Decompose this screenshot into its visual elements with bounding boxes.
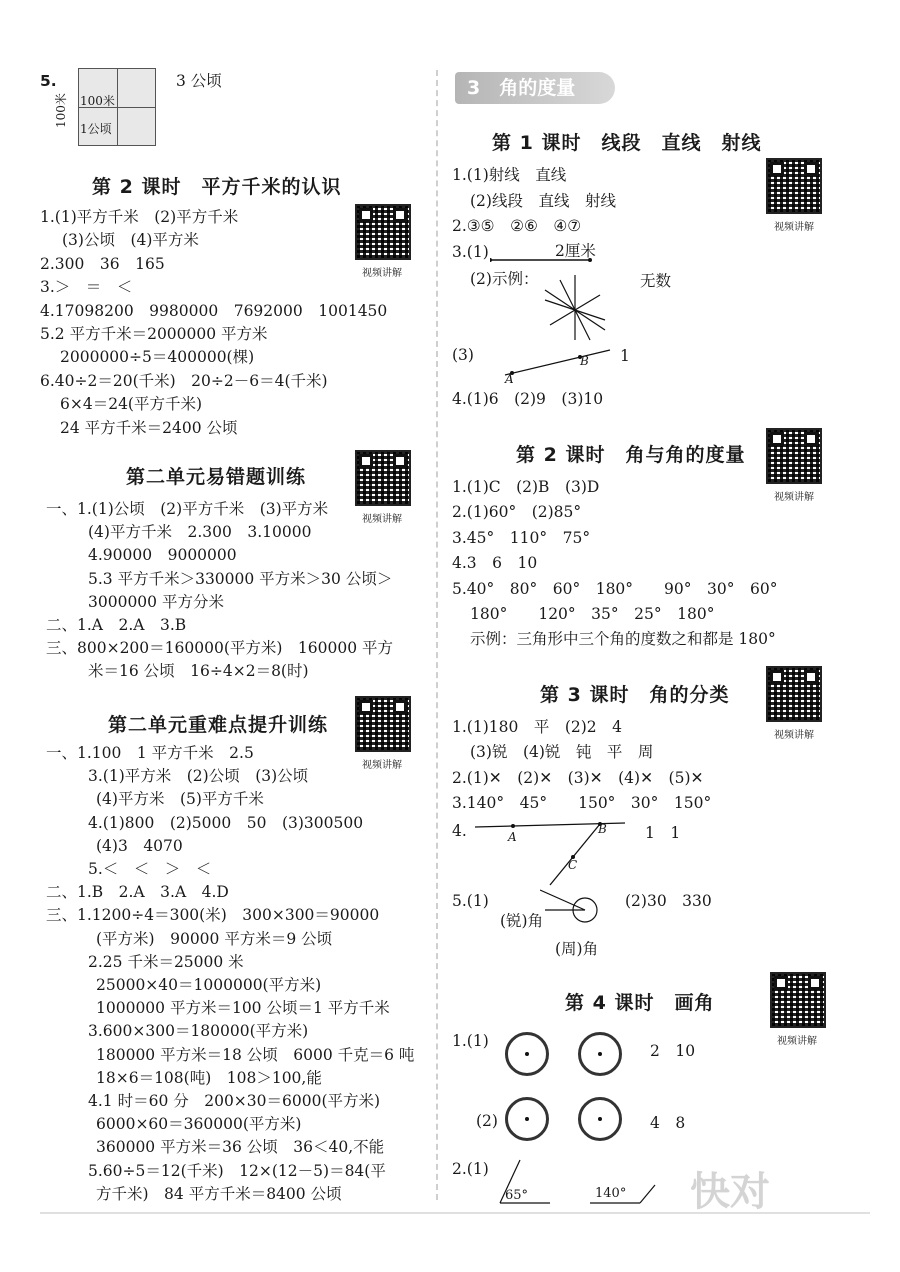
answer-line: 3.140° 45° 150° 30° 150° xyxy=(452,794,712,813)
answer-line: (2)30 330 xyxy=(625,892,712,910)
answer-line: (3) xyxy=(452,346,474,364)
answer-line: 6.40÷2＝20(千米) 20÷2－6＝4(千米) xyxy=(40,371,328,390)
qr-label-r-lesson1: 视频讲解 xyxy=(774,222,814,233)
answer-line: 4.1 时＝60 分 200×30＝6000(平方米) xyxy=(88,1092,381,1110)
clock-1 xyxy=(505,1032,549,1076)
answer-line: 1.(1) xyxy=(452,1032,489,1050)
qr-code-advanced[interactable] xyxy=(355,696,411,752)
answer-line: 3000000 平方分米 xyxy=(88,592,224,611)
answer-line: 2.(1)✕ (2)✕ (3)✕ (4)✕ (5)✕ xyxy=(452,768,704,787)
mistakes-title: 第二单元易错题训练 xyxy=(126,466,307,488)
answer-line: (2) xyxy=(476,1112,498,1130)
qr-code-r-lesson2[interactable] xyxy=(766,428,822,484)
qr-label-r-lesson2: 视频讲解 xyxy=(774,492,814,503)
qr-label-advanced: 视频讲解 xyxy=(362,760,402,771)
answer-line: 米＝16 公顷 16÷4×2＝8(时) xyxy=(88,662,309,681)
r-lesson1-title: 第 1 课时 线段 直线 射线 xyxy=(492,132,762,154)
qr-code-r-lesson3[interactable] xyxy=(766,666,822,722)
answer-line: (2)示例： xyxy=(470,270,539,288)
page-bottom-rule xyxy=(40,1212,870,1214)
answer-line: 24 平方千米＝2400 公顷 xyxy=(60,418,238,437)
answer-line: 5.3 平方千米＞330000 平方米＞30 公顷＞ xyxy=(88,569,393,588)
answer-line: 1.(1)180 平 (2)2 4 xyxy=(452,718,623,736)
q5-number: 5. xyxy=(40,72,57,90)
angle-figure-q4 xyxy=(475,815,635,890)
answer-line: 一、1.100 1 平方千米 2.5 xyxy=(46,744,254,762)
acute-angle-label: (锐)角 xyxy=(500,912,544,930)
answer-line: 二、1.A 2.A 3.B xyxy=(46,616,187,634)
answer-line: 5.(1) xyxy=(452,892,489,910)
infinite-label: 无数 xyxy=(640,272,672,290)
answer-line: (4)平方米 (5)平方千米 xyxy=(96,790,264,809)
qr-label-lesson2: 视频讲解 xyxy=(362,268,402,279)
answer-line: 4.90000 9000000 xyxy=(88,546,237,565)
answer-line: 3.＞ ＝ ＜ xyxy=(40,278,133,297)
point-a: A xyxy=(505,372,514,386)
r-lesson3-title: 第 3 课时 角的分类 xyxy=(540,684,730,706)
qr-code-r-lesson4[interactable] xyxy=(770,972,826,1028)
answer-line: 2.25 千米＝25000 米 xyxy=(88,952,244,971)
angle-65-label: 65° xyxy=(505,1188,529,1203)
clock-row1-tail: 2 10 xyxy=(650,1042,696,1060)
advanced-title: 第二单元重难点提升训练 xyxy=(108,714,329,736)
clock-row2-tail: 4 8 xyxy=(650,1114,686,1132)
answer-line: 18×6＝108(吨) 108＞100,能 xyxy=(96,1068,322,1087)
qr-code-r-lesson1[interactable] xyxy=(766,158,822,214)
answer-line: 三、1.1200÷4＝300(米) 300×300＝90000 xyxy=(46,906,380,925)
answer-line: 4.3 6 10 xyxy=(452,554,538,573)
answer-line: 1000000 平方米＝100 公顷＝1 平方千米 xyxy=(96,999,390,1018)
answer-line: 1.(1)平方千米 (2)平方千米 xyxy=(40,208,239,226)
qr-label-mistakes: 视频讲解 xyxy=(362,514,402,525)
q4-point-a: A xyxy=(508,830,517,844)
answer-line: (3)锐 (4)锐 钝 平 周 xyxy=(470,743,654,762)
answer-line: 2.(1) xyxy=(452,1160,489,1178)
answer-line: 5.40° 80° 60° 180° 90° 30° 60° xyxy=(452,579,778,598)
answer-line: 180000 平方米＝18 公顷 6000 千克＝6 吨 xyxy=(96,1045,415,1064)
clock-2 xyxy=(578,1032,622,1076)
answer-line: 2.③⑤ ②⑥ ④⑦ xyxy=(452,217,582,235)
lesson2-title: 第 2 课时 平方千米的认识 xyxy=(92,176,342,198)
r-lesson1-one: 1 xyxy=(620,347,630,365)
qr-label-r-lesson4: 视频讲解 xyxy=(777,1036,817,1047)
unit-badge: 3 角的度量 xyxy=(455,72,615,104)
r-lesson4-title: 第 4 课时 画角 xyxy=(565,992,715,1014)
answer-line: 25000×40＝1000000(平方米) xyxy=(96,976,322,994)
q4-point-c: C xyxy=(568,858,578,872)
answer-line: 3.600×300＝180000(平方米) xyxy=(88,1022,309,1041)
answer-line: 2000000÷5＝400000(棵) xyxy=(60,348,255,367)
answer-line: 1.(1)射线 直线 xyxy=(452,166,567,184)
answer-line: 4.(1)6 (2)9 (3)10 xyxy=(452,390,604,408)
answer-line: (2)线段 直线 射线 xyxy=(470,191,616,210)
answer-line: 6×4＝24(平方千米) xyxy=(60,395,203,414)
clock-4 xyxy=(578,1097,622,1141)
column-divider xyxy=(436,70,438,1200)
answer-line: 1.(1)C (2)B (3)D xyxy=(452,478,600,496)
answer-line: 2.300 36 165 xyxy=(40,254,165,273)
answer-line: 4.(1)800 (2)5000 50 (3)300500 xyxy=(88,813,364,832)
answer-line: 4. xyxy=(452,822,467,840)
line-figures xyxy=(490,240,690,390)
angle-140-label: 140° xyxy=(595,1186,627,1201)
answer-line: 3.(1)平方米 (2)公顷 (3)公顷 xyxy=(88,767,309,786)
answer-line: 2.(1)60° (2)85° xyxy=(452,503,582,522)
answer-line: 一、1.(1)公顷 (2)平方千米 (3)平方米 xyxy=(46,500,329,518)
grid-top-label: 100米 xyxy=(80,94,115,108)
full-angle-label: (周)角 xyxy=(555,940,599,958)
answer-line: (3)公顷 (4)平方米 xyxy=(62,231,199,250)
answer-line: 二、1.B 2.A 3.A 4.D xyxy=(46,883,229,902)
clock-3 xyxy=(505,1097,549,1141)
answer-line: 3.(1) xyxy=(452,242,489,261)
answer-line: 示例：三角形中三个角的度数之和都是 180° xyxy=(470,630,776,649)
answer-line: 方千米) 84 平方千米＝8400 公顷 xyxy=(96,1184,342,1203)
answer-line: 5.＜ ＜ ＞ ＜ xyxy=(88,860,212,878)
answer-line: (4)平方千米 2.300 3.10000 xyxy=(88,523,312,542)
answer-line: 180° 120° 35° 25° 180° xyxy=(470,605,715,623)
answer-line: 5.2 平方千米＝2000000 平方米 xyxy=(40,325,268,343)
answer-line: 360000 平方米＝36 公顷 36＜40,不能 xyxy=(96,1138,385,1157)
answer-line: 三、800×200＝160000(平方米) 160000 平方 xyxy=(46,639,394,658)
qr-label-r-lesson3: 视频讲解 xyxy=(774,730,814,741)
q4-point-b: B xyxy=(598,822,607,836)
qr-code-lesson2[interactable] xyxy=(355,204,411,260)
answer-line: 4.17098200 9980000 7692000 1001450 xyxy=(40,301,388,320)
r-lesson2-title: 第 2 课时 角与角的度量 xyxy=(516,444,746,466)
watermark-logo: 快对 xyxy=(690,1169,770,1215)
answer-line: 6000×60＝360000(平方米) xyxy=(96,1115,302,1134)
point-b: B xyxy=(580,354,589,368)
seg-label: 2厘米 xyxy=(555,242,596,260)
q4-tail: 1 1 xyxy=(645,824,681,842)
grid-side-label: 100米 xyxy=(54,93,68,128)
angle-figure-q5 xyxy=(540,885,600,935)
answer-line: (4)3 4070 xyxy=(96,836,183,855)
answer-line: 5.60÷5＝12(千米) 12×(12－5)＝84(平 xyxy=(88,1161,386,1180)
grid-mid-label: 1公顷 xyxy=(80,122,112,136)
answer-line: (平方米) 90000 平方米＝9 公顷 xyxy=(96,929,333,948)
q5-answer: 3 公顷 xyxy=(176,72,222,90)
qr-code-mistakes[interactable] xyxy=(355,450,411,506)
answer-line: 3.45° 110° 75° xyxy=(452,528,591,547)
